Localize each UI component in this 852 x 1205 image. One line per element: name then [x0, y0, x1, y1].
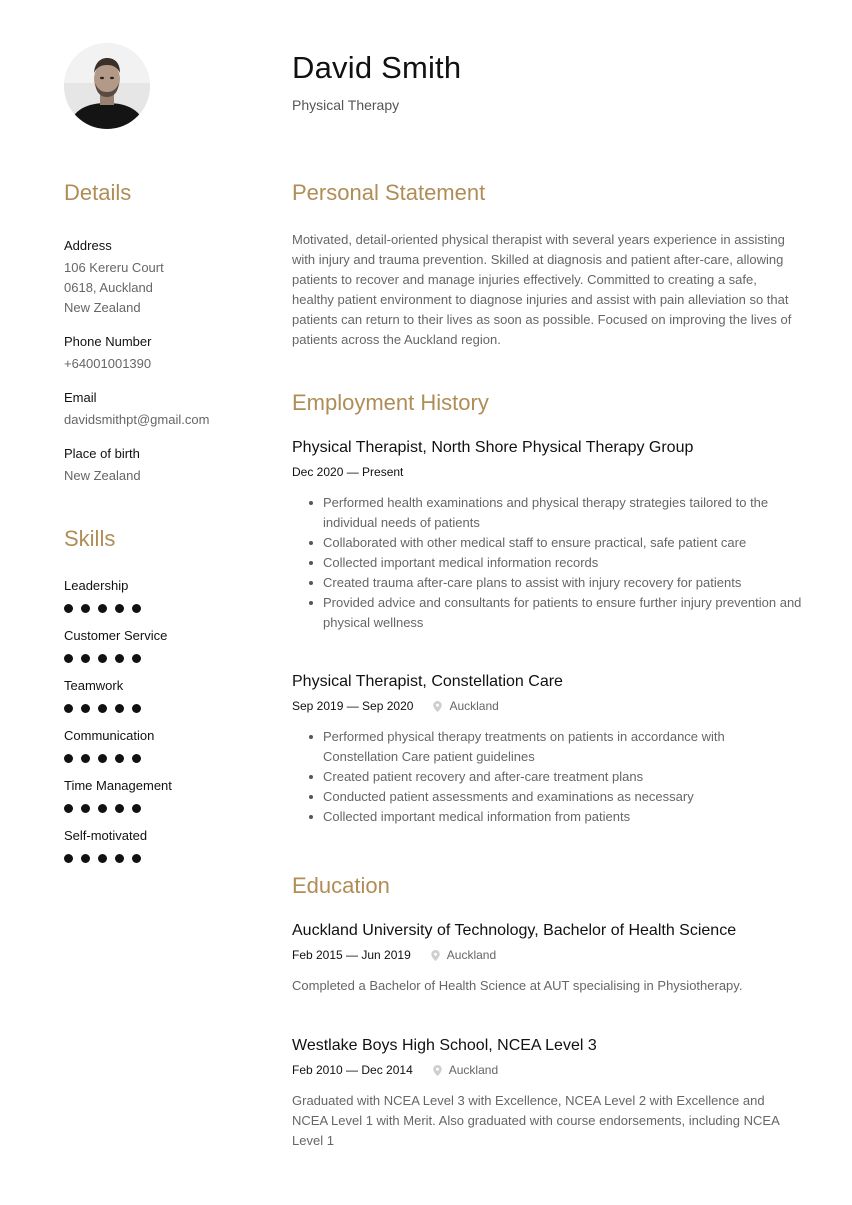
skill-level-dot: [115, 654, 124, 663]
skill-level-dot: [115, 704, 124, 713]
skill-level-dot: [98, 654, 107, 663]
education-description: Completed a Bachelor of Health Science at AUT specialising in Physiotherapy.: [292, 978, 743, 993]
job-bullets: [292, 727, 802, 827]
job-bullet: Provided advice and consultants for patients to ensure further injury prevention and physical wellness: [323, 593, 802, 633]
skill-level-dot: [64, 854, 73, 863]
skill-item: [64, 578, 264, 613]
skill-level-dot: [132, 754, 141, 763]
location-pin-icon: [433, 701, 442, 712]
skill-level-dot: [115, 604, 124, 613]
education-section: [292, 873, 802, 899]
education-location: [431, 948, 496, 962]
skill-item: [64, 628, 264, 663]
job-dates: Dec 2020 — Present: [292, 465, 404, 479]
job-bullet: Collaborated with other medical staff to ensure practical, safe patient care: [323, 533, 802, 553]
skill-level-dots: [64, 854, 264, 863]
job-dates: Sep 2019 — Sep 2020: [292, 699, 414, 713]
job-title: Physical Therapist, North Shore Physical Therapy Group: [292, 439, 694, 456]
skill-level-dot: [81, 804, 90, 813]
personal-statement-heading: Personal Statement: [292, 180, 486, 205]
job-bullet: Conducted patient assessments and examinations as necessary: [323, 787, 802, 807]
skill-level-dot: [64, 754, 73, 763]
skill-level-dots: [64, 754, 264, 763]
location-pin-icon: [431, 950, 440, 961]
skill-level-dot: [132, 854, 141, 863]
details-section: [64, 180, 264, 486]
phone-label: Phone Number: [64, 334, 152, 349]
skill-level-dot: [98, 604, 107, 613]
education-title: Westlake Boys High School, NCEA Level 3: [292, 1037, 597, 1054]
job-entry: [292, 439, 802, 633]
education-dates: Feb 2010 — Dec 2014: [292, 1063, 413, 1077]
skill-level-dot: [98, 804, 107, 813]
education-dates: Feb 2015 — Jun 2019: [292, 948, 411, 962]
skill-name: Teamwork: [64, 678, 124, 693]
job-bullet: Collected important medical information from patients: [323, 807, 802, 827]
employment-heading: Employment History: [292, 390, 489, 415]
job-entry: [292, 673, 802, 827]
skill-level-dot: [64, 704, 73, 713]
employment-section: [292, 390, 802, 416]
candidate-name: David Smith: [292, 50, 462, 85]
candidate-job-title: Physical Therapy: [292, 97, 400, 113]
skill-name: Self-motivated: [64, 828, 148, 843]
education-heading: Education: [292, 873, 390, 898]
location-pin-icon: [433, 1065, 442, 1076]
education-meta: [292, 948, 802, 962]
education-location: [433, 1063, 498, 1077]
skill-level-dot: [115, 804, 124, 813]
skill-level-dot: [81, 854, 90, 863]
skill-level-dot: [64, 604, 73, 613]
email-label: Email: [64, 390, 97, 405]
education-entry: [292, 1037, 802, 1151]
address-label: Address: [64, 238, 112, 253]
skill-level-dot: [132, 704, 141, 713]
skill-level-dot: [132, 804, 141, 813]
skill-level-dots: [64, 604, 264, 613]
avatar: [64, 43, 150, 129]
job-bullets: [292, 493, 802, 633]
skill-level-dot: [115, 854, 124, 863]
birthplace-label: Place of birth: [64, 446, 140, 461]
job-title: Physical Therapist, Constellation Care: [292, 673, 563, 690]
job-meta: [292, 699, 802, 713]
personal-statement-section: [292, 180, 802, 350]
skill-level-dot: [81, 604, 90, 613]
skills-section: [64, 526, 264, 863]
personal-statement-text: Motivated, detail-oriented physical therapist with several years experience in assisting with injury and trauma prevention. Skilled at diagnosis and patient after-care, allowing patients to recover and manage injuries effectively. Committed to creating a safe, healthy patient environment to diagnose injuries and assist with pain alleviation so that patients can return to their lives as soon as possible. Focused on improving the lives of patients across the Auckland region.: [292, 232, 792, 347]
job-location-text: Auckland: [449, 699, 499, 713]
skill-name: Communication: [64, 728, 155, 743]
education-location-text: Auckland: [448, 1063, 499, 1077]
skills-heading: Skills: [64, 526, 116, 551]
email-value: davidsmithpt@gmail.com: [64, 412, 210, 427]
details-heading: Details: [64, 180, 132, 205]
skill-item: [64, 728, 264, 763]
skills-list: [64, 578, 264, 863]
skill-level-dot: [81, 654, 90, 663]
skill-level-dot: [98, 754, 107, 763]
job-location: [433, 699, 498, 713]
skill-level-dot: [132, 604, 141, 613]
job-bullet: Created trauma after-care plans to assist with injury recovery for patients: [323, 573, 802, 593]
skill-level-dot: [98, 854, 107, 863]
skill-level-dot: [64, 804, 73, 813]
address-line: New Zealand: [64, 300, 141, 315]
skill-item: [64, 828, 264, 863]
skill-level-dots: [64, 704, 264, 713]
skill-level-dot: [81, 754, 90, 763]
education-entry: [292, 922, 802, 996]
skill-name: Time Management: [64, 778, 172, 793]
job-meta: [292, 465, 802, 479]
address-line: 106 Kereru Court: [64, 260, 164, 275]
phone-value: +64001001390: [64, 356, 152, 371]
birthplace-value: New Zealand: [64, 468, 141, 483]
education-title: Auckland University of Technology, Bachelor of Health Science: [292, 922, 737, 939]
skill-level-dot: [81, 704, 90, 713]
education-meta: [292, 1063, 802, 1077]
address-line: 0618, Auckland: [64, 280, 153, 295]
skill-name: Customer Service: [64, 628, 168, 643]
skill-item: [64, 778, 264, 813]
address-value: [64, 258, 264, 318]
job-bullet: Created patient recovery and after-care treatment plans: [323, 767, 802, 787]
education-location-text: Auckland: [446, 948, 497, 962]
skill-level-dot: [64, 654, 73, 663]
skill-level-dots: [64, 804, 264, 813]
skill-level-dot: [115, 754, 124, 763]
education-description: Graduated with NCEA Level 3 with Excellence, NCEA Level 2 with Excellence and NCEA Level 1 with Merit. Also graduated with course endorsements, including NCEA Level 1: [292, 1093, 780, 1148]
person-photo-icon: [64, 43, 150, 129]
skill-name: Leadership: [64, 578, 129, 593]
job-bullet: Collected important medical information records: [323, 553, 802, 573]
skill-level-dot: [98, 704, 107, 713]
skill-item: [64, 678, 264, 713]
skill-level-dots: [64, 654, 264, 663]
job-bullet: Performed physical therapy treatments on patients in accordance with Constellation Care patient guidelines: [323, 727, 802, 767]
skill-level-dot: [132, 654, 141, 663]
job-bullet: Performed health examinations and physical therapy strategies tailored to the individual needs of patients: [323, 493, 802, 533]
